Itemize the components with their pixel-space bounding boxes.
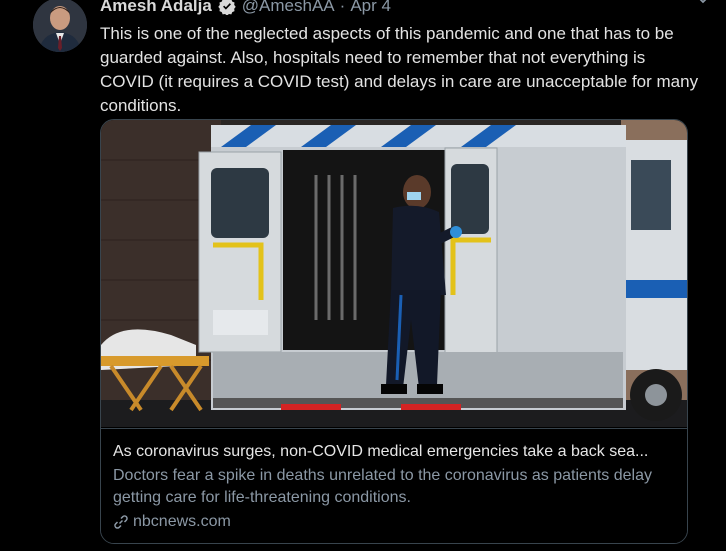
link-card[interactable] — [100, 119, 688, 544]
link-icon — [113, 514, 129, 530]
card-domain-text: nbcnews.com — [133, 513, 231, 530]
card-text-block[interactable] — [101, 428, 688, 544]
author-avatar[interactable] — [33, 0, 87, 52]
tweet-date[interactable]: Apr 4 — [350, 0, 391, 15]
card-description: Doctors fear a spike in deaths unrelated to the coronavirus as patients delay getting care for life-threatening conditions. — [113, 467, 652, 506]
author-name[interactable]: Amesh Adalja — [100, 0, 212, 15]
author-handle[interactable]: @AmeshAA — [241, 0, 335, 15]
separator-dot: · — [339, 0, 346, 15]
tweet-header — [100, 0, 391, 18]
chevron-down-icon[interactable] — [692, 0, 714, 6]
card-domain[interactable] — [113, 511, 231, 533]
verified-badge-icon — [218, 0, 236, 15]
card-title[interactable]: As coronavirus surges, non-COVID medical emergencies take a back sea... — [113, 443, 649, 460]
tweet-text: This is one of the neglected aspects of this pandemic and one that has to be guarded against. Also, hospitals need to remember that not everything is COVID (it requires a COVID test) and delays in care are unacceptable for many conditions. — [100, 24, 703, 115]
card-image[interactable] — [101, 120, 688, 427]
